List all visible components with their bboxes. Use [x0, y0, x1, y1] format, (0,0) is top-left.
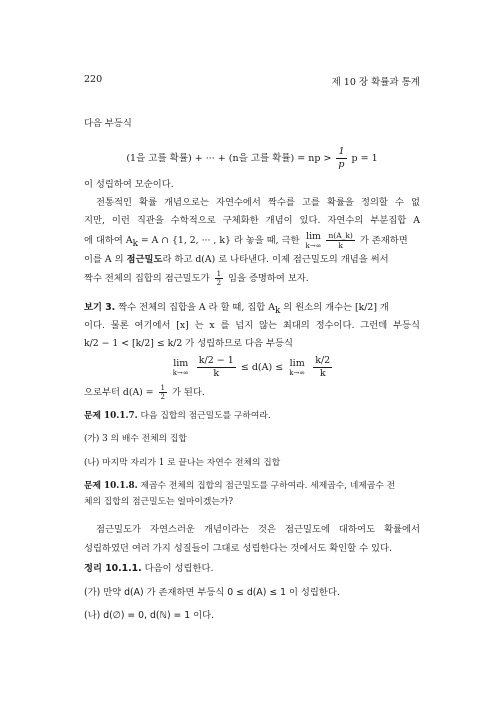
- ineq-left-den: k: [213, 368, 220, 379]
- l3-part-a: 에 대하여 A: [84, 235, 133, 246]
- equation-1: [84, 146, 420, 171]
- limit-1-text: lim: [306, 231, 321, 242]
- para1-line-3: [84, 229, 420, 253]
- l3-frac-num: n(A_k): [328, 231, 353, 240]
- limit-2-sub: k→∞: [172, 369, 189, 377]
- half-1-num: 1: [216, 270, 222, 278]
- l3-part-c: = A ∩ {1, 2, ··· , k} 라 놓을 때, 극한: [137, 235, 300, 246]
- ex3-l1-a: 짝수 전체의 집합을 A 라 할 때, 집합 A: [118, 302, 275, 313]
- para1-line-5: [84, 269, 420, 289]
- theorem-item-b: (나) d(∅) = 0, d(ℕ) = 1 이다.: [84, 610, 215, 621]
- half-fraction-2: [159, 384, 167, 401]
- example-3-conclusion: [84, 383, 420, 403]
- theorem-text: 다음이 성립한다.: [144, 563, 214, 574]
- ineq-middle: ≤ d(A) ≤: [240, 362, 284, 373]
- l5-part-b: 임을 증명하여 보자.: [228, 273, 309, 284]
- problem-10-1-7-item-b: (나) 마지막 자리가 1 로 끝나는 자연수 전체의 집합: [84, 458, 281, 468]
- page-header: [84, 74, 420, 90]
- problem-10-1-7: [84, 409, 420, 423]
- para2-line-2: 성립하였던 여러 가지 성질들이 그대로 성립한다는 것에서도 확인할 수 있다.: [84, 543, 392, 554]
- ineq-right-num: k/2: [315, 355, 331, 366]
- conclusion-b: 가 된다.: [171, 387, 205, 398]
- inequality-display: [84, 355, 420, 380]
- theorem-10-1-1: [84, 562, 420, 576]
- ineq-left-fraction: [197, 355, 236, 380]
- limit-2: [173, 358, 189, 377]
- example-3-line-3: k/2 − 1 < [k/2] ≤ k/2 가 성립하므로 다음 부등식: [84, 338, 293, 349]
- para1-line-4: [84, 253, 420, 267]
- limit-1-sub: k→∞: [305, 242, 322, 250]
- eq1-fraction: [336, 146, 346, 171]
- problem-10-1-8-label: 문제 10.1.8.: [84, 481, 138, 491]
- eq1-frac-num: 1: [338, 146, 345, 157]
- para2-line-1: 점근밀도가 자연스러운 개념이라는 것은 점근밀도에 대하여도 확률에서: [96, 524, 420, 535]
- intro-line: 다음 부등식: [84, 118, 132, 129]
- problem-10-1-8-text-1: 제곱수 전체의 집합의 점근밀도를 구하여라. 세제곱수, 네제곱수 전: [140, 481, 396, 491]
- l5-part-a: 짝수 전체의 집합의 점근밀도가: [84, 273, 210, 284]
- ineq-right-fraction: [313, 355, 332, 380]
- term-asymptotic-density: 점근밀도: [126, 254, 163, 265]
- half-2-den: 2: [160, 393, 165, 401]
- ineq-left-num: k/2 − 1: [198, 355, 234, 366]
- l3-part-d: 가 존재하면: [359, 235, 408, 246]
- l4-part-b: 라 하고 d(A) 로 나타낸다. 이제 점근밀도의 개념을 써서: [162, 254, 389, 265]
- l3-sub: k: [132, 238, 138, 249]
- para1-line-1: 전통적인 확률 개념으로는 자연수에서 짝수를 고를 확률을 정의할 수 없: [96, 197, 420, 208]
- example-3-line-2: 이다. 물론 여기에서 [x] 는 x 를 넘지 않는 최대의 정수이다. 그런데 부등식: [84, 320, 420, 331]
- eq1-right: p = 1: [351, 153, 378, 164]
- example-3-line-1: [84, 301, 420, 318]
- limit-1-fraction: [326, 231, 354, 250]
- limit-1: [306, 231, 322, 250]
- limit-3-sub: k→∞: [289, 369, 306, 377]
- half-1-den: 2: [216, 279, 222, 287]
- limit-3: [289, 358, 305, 377]
- l4-part-a: 이를 A 의: [84, 254, 127, 265]
- half-fraction-1: [215, 270, 223, 287]
- eq1-frac-den: p: [338, 159, 345, 170]
- problem-10-1-8-line-1: [84, 479, 420, 493]
- limit-2-text: lim: [173, 358, 189, 369]
- para1-line-2: 지만, 이런 직관을 수학적으로 구체화한 개념이 있다. 자연수의 부분집합 A: [84, 215, 420, 226]
- ex3-l1-c: 개: [379, 302, 389, 313]
- ex3-floor: [k/2]: [355, 302, 377, 313]
- half-2-num: 1: [160, 384, 165, 392]
- l3-frac-den: k: [338, 241, 343, 250]
- conclusion-a: 으로부터 d(A) =: [84, 387, 154, 398]
- theorem-item-a: (가) 만약 d(A) 가 존재하면 부등식 0 ≤ d(A) ≤ 1 이 성립한다.: [84, 587, 340, 598]
- problem-10-1-7-item-a: (가) 3 의 배수 전체의 집합: [84, 434, 187, 444]
- contradiction-line: 이 성립하여 모순이다.: [84, 179, 174, 190]
- problem-10-1-7-label: 문제 10.1.7.: [84, 411, 138, 421]
- ex3-l1-b: 의 원소의 개수는: [283, 302, 353, 313]
- limit-3-text: lim: [289, 358, 305, 369]
- problem-10-1-7-text: 다음 집합의 점근밀도를 구하여라.: [140, 411, 271, 421]
- theorem-label: 정리 10.1.1.: [84, 563, 142, 574]
- problem-10-1-8-line-2: 체의 집합의 점근밀도는 얼마이겠는가?: [84, 497, 234, 507]
- ineq-right-den: k: [319, 368, 326, 379]
- example-3-label: 보기 3.: [84, 302, 116, 313]
- ex3-l1-sub: k: [274, 305, 281, 316]
- chapter-title: 제 10 장 확률과 통계: [331, 77, 420, 88]
- page-number: 220: [84, 74, 103, 85]
- eq1-left: (1을 고를 확률) + ··· + (n을 고를 확률) = np >: [126, 153, 332, 164]
